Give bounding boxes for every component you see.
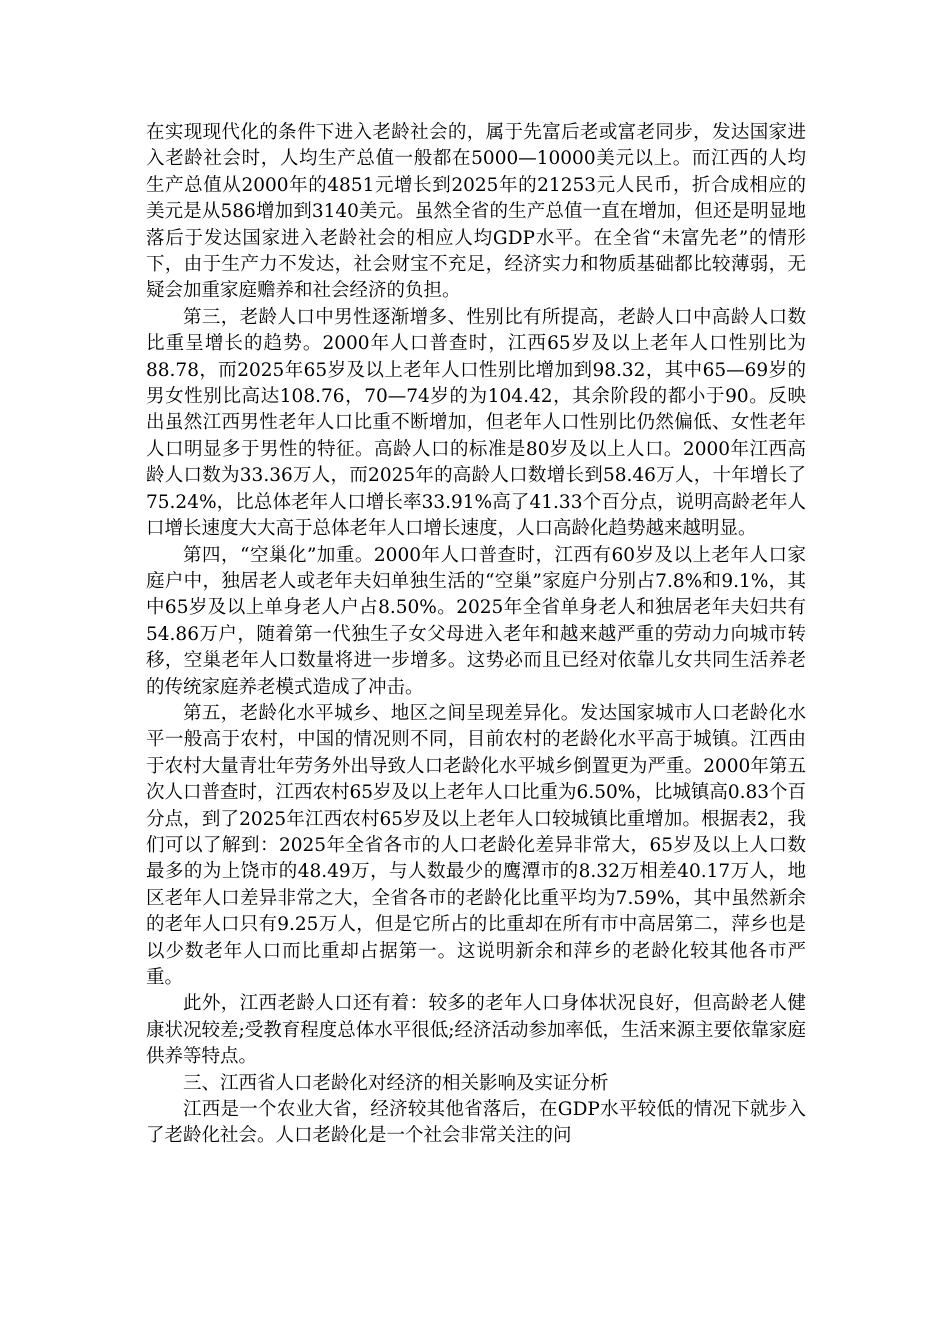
paragraph-intro: 在实现现代化的条件下进入老龄社会的，属于先富后老或富老同步，发达国家进入老龄社会时，人均生产总值一般都在5000—10000美元以上。而江西的人均生产总值从2000年的4851元增长到2025年的21253元人民币，折合成相应的美元是从586增加到3140美元。虽然全省的生产总值一直在增加，但还是明显地落后于发达国家进入老龄社会的相应人均GDP水平。在全省“未富先老”的情形下，由于生产力不发达，社会财宝不充足，经济实力和物质基础都比较薄弱，无疑会加重家庭赡养和社会经济的负担。: [146, 122, 806, 302]
paragraph-section-intro: 江西是一个农业大省，经济较其他省落后，在GDP水平较低的情况下就步入了老龄化社会。人口老龄化是一个社会非常关注的问: [146, 1099, 806, 1147]
document-page: [146, 120, 806, 1150]
paragraph-fourth-point: 第四，“空巢化”加重。2000年人口普查时，江西有60岁及以上老年人口家庭户中，独居老人或老年夫妇单独生活的“空巢”家庭户分别占7.8%和9.1%，其中65岁及以上单身老人户占8.50%。2025年全省单身老人和独居老年夫妇共有54.86万户，随着第一代独生子女父母进入老年和越来越严重的劳动力向城市转移，空巢老年人口数量将进一步增多。这势必而且已经对依靠儿女共同生活养老的传统家庭养老模式造成了冲击。: [146, 544, 806, 698]
paragraph-third-point: 第三，老龄人口中男性逐渐增多、性别比有所提高，老龄人口中高龄人口数比重呈增长的趋势。2000年人口普查时，江西65岁及以上老年人口性别比为88.78，而2025年65岁及以上老年人口性别比增加到98.32，其中65—69岁的男女性别比高达108.76，70—74岁的为104.42，其余阶段的都小于90。反映出虽然江西男性老年人口比重不断增加，但老年人口性别比仍然偏低、女性老年人口明显多于男性的特征。高龄人口的标准是80岁及以上人口。2000年江西高龄人口数为33.36万人，而2025年的高龄人口数增长到58.46万人，十年增长了75.24%，比总体老年人口增长率33.91%高了41.33个百分点，说明高龄老年人口增长速度大大高于总体老年人口增长速度，人口高龄化趋势越来越明显。: [146, 306, 806, 540]
paragraph-fifth-point: 第五，老龄化水平城乡、地区之间呈现差异化。发达国家城市人口老龄化水平一般高于农村，中国的情况则不同，目前农村的老龄化水平高于城镇。江西由于农村大量青壮年劳务外出导致人口老龄化水平城乡倒置更为严重。2000年第五次人口普查时，江西农村65岁及以上老年人口比重为6.50%，比城镇高0.83个百分点，到了2025年江西农村65岁及以上老年人口较城镇比重增加。根据表2，我们可以了解到：2025年全省各市的人口老龄化差异非常大，65岁及以上人口数最多的为上饶市的48.49万，与人数最少的鹰潭市的8.32万相差40.17万人，地区老年人口差异非常之大，全省各市的老龄化比重平均为7.59%，其中虽然新余的老年人口只有9.25万人，但是它所占的比重却在所有市中高居第二，萍乡也是以少数老年人口而比重却占据第一。这说明新余和萍乡的老龄化较其他各市严重。: [146, 702, 807, 988]
section-heading: 三、江西省人口老龄化对经济的相关影响及实证分析: [183, 1072, 609, 1094]
paragraph-other-features: 此外，江西老龄人口还有着：较多的老年人口身体状况良好，但高龄老人健康状况较差;受教育程度总体水平很低;经济活动参加率低，生活来源主要依靠家庭供养等特点。: [146, 993, 806, 1068]
